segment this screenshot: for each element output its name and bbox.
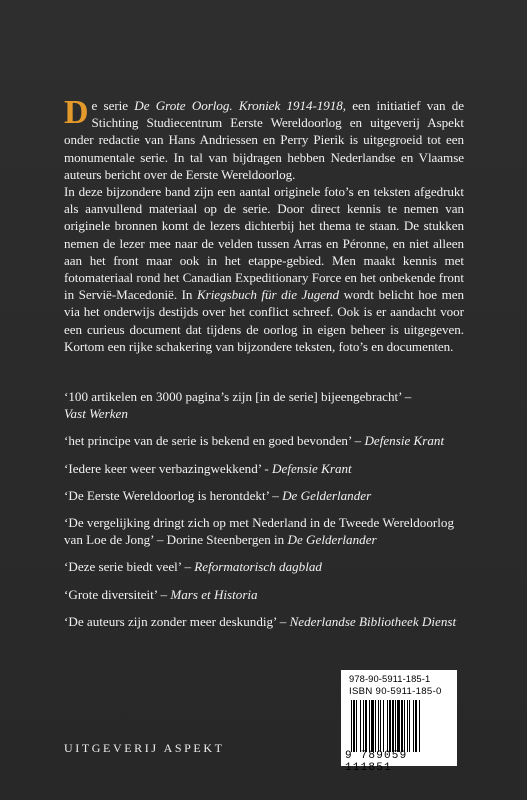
quote-text: ‘De auteurs zijn zonder meer deskundig’ –: [64, 613, 287, 629]
drop-cap: D: [64, 94, 89, 131]
barcode-bar: [419, 700, 420, 752]
barcode-bar: [395, 700, 396, 752]
review-quote: [64, 388, 474, 422]
quote-source: Vast Werken: [64, 406, 128, 422]
quote-text: ‘Deze serie biedt veel’ –: [64, 559, 191, 575]
barcode-bar: [392, 700, 394, 752]
isbn-barcode-box: [341, 670, 457, 774]
quote-source: Mars et Historia: [170, 586, 258, 602]
barcode-bar: [413, 700, 414, 752]
quote-source: De Gelderlander: [282, 487, 372, 503]
barcode-bar: [378, 700, 379, 752]
quote-text: ‘het principe van de serie is bekend en goed bevonden’ –: [64, 433, 362, 449]
quote-source: Nederlandse Bibliotheek Dienst: [289, 613, 457, 629]
barcode-bar: [401, 700, 403, 752]
review-quote: [64, 558, 474, 575]
intro-text-segment: wordt belicht hoe men via het onderwijs destijds over het conflict schreef. Ook is er aandacht voor een curieus document dat tijdens de oorlog in eigen beheer is uitgegeven. Kortom een rijke schakering van bijzondere teksten, foto’s en documenten.: [64, 287, 465, 354]
book-title: Kriegsbuch für die Jugend: [196, 287, 340, 303]
quote-source: De Gelderlander: [287, 532, 377, 548]
barcode-bar: [365, 700, 367, 752]
barcode-bar: [407, 700, 408, 752]
quote-text: ‘De Eerste Wereldoorlog is herontdekt’ –: [64, 487, 279, 503]
review-quote: [64, 432, 474, 449]
barcode-bar: [409, 700, 410, 752]
intro-paragraph-2: [64, 183, 464, 355]
barcode-bar: [397, 700, 400, 752]
barcode-bar: [360, 700, 361, 752]
barcode-digits: 9 789059 111851: [345, 750, 408, 774]
quote-source: Defensie Krant: [364, 433, 445, 449]
quote-text: ‘De vergelijking dringt zich op met Nederland in de Tweede Wereldoorlog van Loe de Jong’ – Dorine Steenbergen in: [64, 515, 454, 548]
barcode-bar: [389, 700, 391, 752]
intro-text-segment: In deze bijzondere band zijn een aantal originele foto’s en teksten afgedrukt als aanvullend materiaal op de serie. Door direct kennis te nemen van originele bronnen komt de lezers dichterbij het thema te staan. De stukken nemen de lezer mee naar de velden tussen Arras en Péronne, en niet alleen aan het front maar ook in het etappe-gebied. Men maakt kennis met fotomateriaal rond het Canadian Expeditionary Force en het onbekende front in Servië-Macedonië. In: [64, 184, 464, 303]
quote-source: Reformatorisch dagblad: [194, 559, 322, 575]
review-quotes: [64, 388, 474, 640]
barcode-bar: [380, 700, 381, 752]
barcode-bar: [387, 700, 388, 752]
review-quote: [64, 613, 474, 630]
barcode-bar: [351, 700, 352, 752]
series-title: De Grote Oorlog. Kroniek 1914-1918: [134, 98, 343, 113]
intro-paragraph-1: [64, 94, 464, 183]
barcode-bar: [369, 700, 370, 752]
barcode-bar: [375, 700, 376, 752]
review-quote: [64, 514, 474, 548]
barcode-bar: [404, 700, 405, 752]
review-quote: [64, 460, 474, 477]
intro-text: [64, 94, 465, 355]
intro-text-segment: , een initiatief van de Stichting Studiecentrum Eerste Wereldoorlog en uitgeverij Aspekt onder redactie van Hans Andriessen en Perry Pierik is uitgegroeid tot een monumentale serie. In tal van bijdragen hebben Nederlandse en Vlaamse auteurs bericht over de Eerste Wereldoorlog.: [64, 98, 464, 182]
quote-text: ‘Grote diversiteit’ –: [64, 586, 168, 602]
quote-text: ‘Iedere keer weer verbazingwekkend’ -: [64, 460, 269, 476]
barcode-bar: [415, 700, 417, 752]
review-quote: [64, 586, 474, 603]
quote-source: Defensie Krant: [272, 460, 352, 476]
publisher-name: UITGEVERIJ ASPEKT: [64, 741, 225, 755]
barcode-bar: [363, 700, 364, 752]
barcode-bar: [356, 700, 357, 752]
review-quote: [64, 487, 474, 504]
quote-text: ‘100 artikelen en 3000 pagina’s zijn [in de serie] bijeengebracht’ –: [64, 389, 412, 404]
barcode-bar: [383, 700, 384, 752]
intro-text-segment: e serie: [91, 98, 135, 113]
barcode-bar: [353, 700, 355, 752]
barcode-icon: [349, 700, 452, 752]
barcode-bar: [371, 700, 374, 752]
isbn-10: ISBN 90-5911-185-0: [349, 686, 442, 697]
isbn-13: 978-90-5911-185-1: [349, 673, 431, 684]
